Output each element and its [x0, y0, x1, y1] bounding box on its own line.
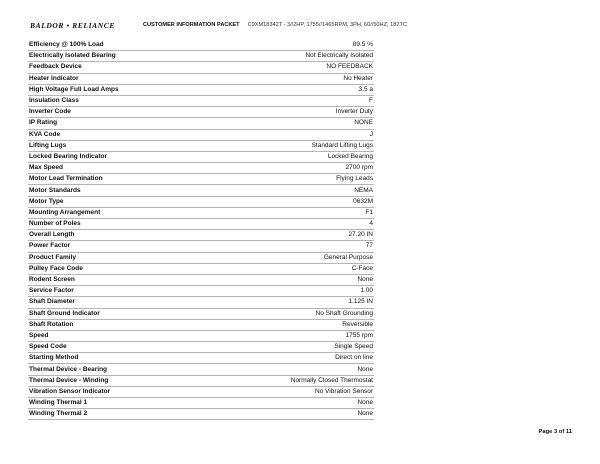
table-row — [28, 241, 374, 252]
specification-table — [28, 40, 374, 420]
spec-value: 89.5 % — [208, 40, 374, 51]
table-row — [28, 386, 374, 397]
table-row — [28, 353, 374, 364]
spec-value: Normally Closed Thermostat — [208, 375, 374, 386]
spec-label: Winding Thermal 2 — [28, 409, 208, 420]
table-row — [28, 163, 374, 174]
spec-label: Speed — [28, 330, 208, 341]
spec-label: Locked Bearing Indicator — [28, 151, 208, 162]
spec-label: High Voltage Full Load Amps — [28, 84, 208, 95]
spec-label: Vibration Sensor Indicator — [28, 386, 208, 397]
spec-value: 27.20 IN — [208, 230, 374, 241]
spec-label: Thermal Device - Bearing — [28, 364, 208, 375]
spec-value: Standard Lifting Lugs — [208, 140, 374, 151]
spec-label: Motor Standards — [28, 185, 208, 196]
table-row — [28, 40, 374, 51]
spec-label: Max Speed — [28, 163, 208, 174]
page-header — [30, 18, 407, 32]
table-row — [28, 140, 374, 151]
spec-label: Heater Indicator — [28, 73, 208, 84]
spec-value: 4 — [208, 219, 374, 230]
table-row — [28, 151, 374, 162]
table-row — [28, 319, 374, 330]
table-row — [28, 375, 374, 386]
spec-value: Reversible — [208, 319, 374, 330]
spec-value: 77 — [208, 241, 374, 252]
spec-value: F1 — [208, 207, 374, 218]
spec-label: Winding Thermal 1 — [28, 398, 208, 409]
spec-label: Efficiency @ 100% Load — [28, 40, 208, 51]
table-row — [28, 62, 374, 73]
page-number: Page 3 of 11 — [538, 429, 572, 435]
spec-label: Thermal Device - Winding — [28, 375, 208, 386]
table-row — [28, 219, 374, 230]
spec-label: Electrically Isolated Bearing — [28, 51, 208, 62]
baldor-reliance-logo: BALDOR • RELIANCE — [30, 20, 115, 30]
spec-value: NEMA — [208, 185, 374, 196]
spec-value: None — [208, 274, 374, 285]
spec-label: Shaft Ground Indicator — [28, 308, 208, 319]
spec-value: J — [208, 129, 374, 140]
spec-value: No Vibration Sensor — [208, 386, 374, 397]
table-row — [28, 196, 374, 207]
table-row — [28, 129, 374, 140]
spec-value: F — [208, 95, 374, 106]
spec-value: Flying Leads — [208, 174, 374, 185]
spec-value: C-Face — [208, 263, 374, 274]
spec-label: KVA Code — [28, 129, 208, 140]
spec-label: Power Factor — [28, 241, 208, 252]
table-row — [28, 308, 374, 319]
spec-value: Inverter Duty — [208, 107, 374, 118]
spec-value: 0632M — [208, 196, 374, 207]
spec-value: NONE — [208, 118, 374, 129]
spec-value: None — [208, 409, 374, 420]
spec-label: Service Factor — [28, 286, 208, 297]
specification-table-body — [28, 40, 374, 420]
table-row — [28, 107, 374, 118]
spec-value: None — [208, 398, 374, 409]
spec-label: Shaft Rotation — [28, 319, 208, 330]
table-row — [28, 342, 374, 353]
table-row — [28, 207, 374, 218]
spec-value: Single Speed — [208, 342, 374, 353]
table-row — [28, 274, 374, 285]
spec-value: 3.5 a — [208, 84, 374, 95]
spec-label: Number of Poles — [28, 219, 208, 230]
table-row — [28, 297, 374, 308]
spec-value: 2700 rpm — [208, 163, 374, 174]
table-row — [28, 330, 374, 341]
spec-value: NO FEEDBACK — [208, 62, 374, 73]
table-row — [28, 364, 374, 375]
table-row — [28, 286, 374, 297]
table-row — [28, 51, 374, 62]
table-row — [28, 230, 374, 241]
spec-value: General Purpose — [208, 252, 374, 263]
spec-label: Motor Lead Termination — [28, 174, 208, 185]
spec-label: Shaft Diameter — [28, 297, 208, 308]
spec-value: 1755 rpm — [208, 330, 374, 341]
spec-value: No Heater — [208, 73, 374, 84]
spec-label: Speed Code — [28, 342, 208, 353]
table-row — [28, 174, 374, 185]
catalog-description: C9XM18342T - 3//2HP, 1755//1465RPM, 3PH, 60//50HZ, 182TC — [247, 22, 407, 28]
table-row — [28, 73, 374, 84]
spec-label: Starting Method — [28, 353, 208, 364]
table-row — [28, 252, 374, 263]
spec-value: 1.125 IN — [208, 297, 374, 308]
table-row — [28, 118, 374, 129]
table-row — [28, 398, 374, 409]
spec-value: Locked Bearing — [208, 151, 374, 162]
spec-label: Motor Type — [28, 196, 208, 207]
spec-value: No Shaft Grounding — [208, 308, 374, 319]
table-row — [28, 95, 374, 106]
table-row — [28, 409, 374, 420]
spec-label: Mounting Arrangement — [28, 207, 208, 218]
spec-label: Pulley Face Code — [28, 263, 208, 274]
table-row — [28, 185, 374, 196]
table-row — [28, 263, 374, 274]
spec-label: IP Rating — [28, 118, 208, 129]
packet-title: CUSTOMER INFORMATION PACKET — [142, 22, 240, 28]
spec-value: Direct on line — [208, 353, 374, 364]
spec-label: Feedback Device — [28, 62, 208, 73]
table-row — [28, 84, 374, 95]
spec-value: None — [208, 364, 374, 375]
spec-label: Lifting Lugs — [28, 140, 208, 151]
spec-label: Product Family — [28, 252, 208, 263]
spec-value: 1.00 — [208, 286, 374, 297]
spec-value: Not Electrically Isolated — [208, 51, 374, 62]
spec-label: Overall Length — [28, 230, 208, 241]
spec-label: Inverter Code — [28, 107, 208, 118]
spec-label: Rodent Screen — [28, 274, 208, 285]
spec-label: Insulation Class — [28, 95, 208, 106]
